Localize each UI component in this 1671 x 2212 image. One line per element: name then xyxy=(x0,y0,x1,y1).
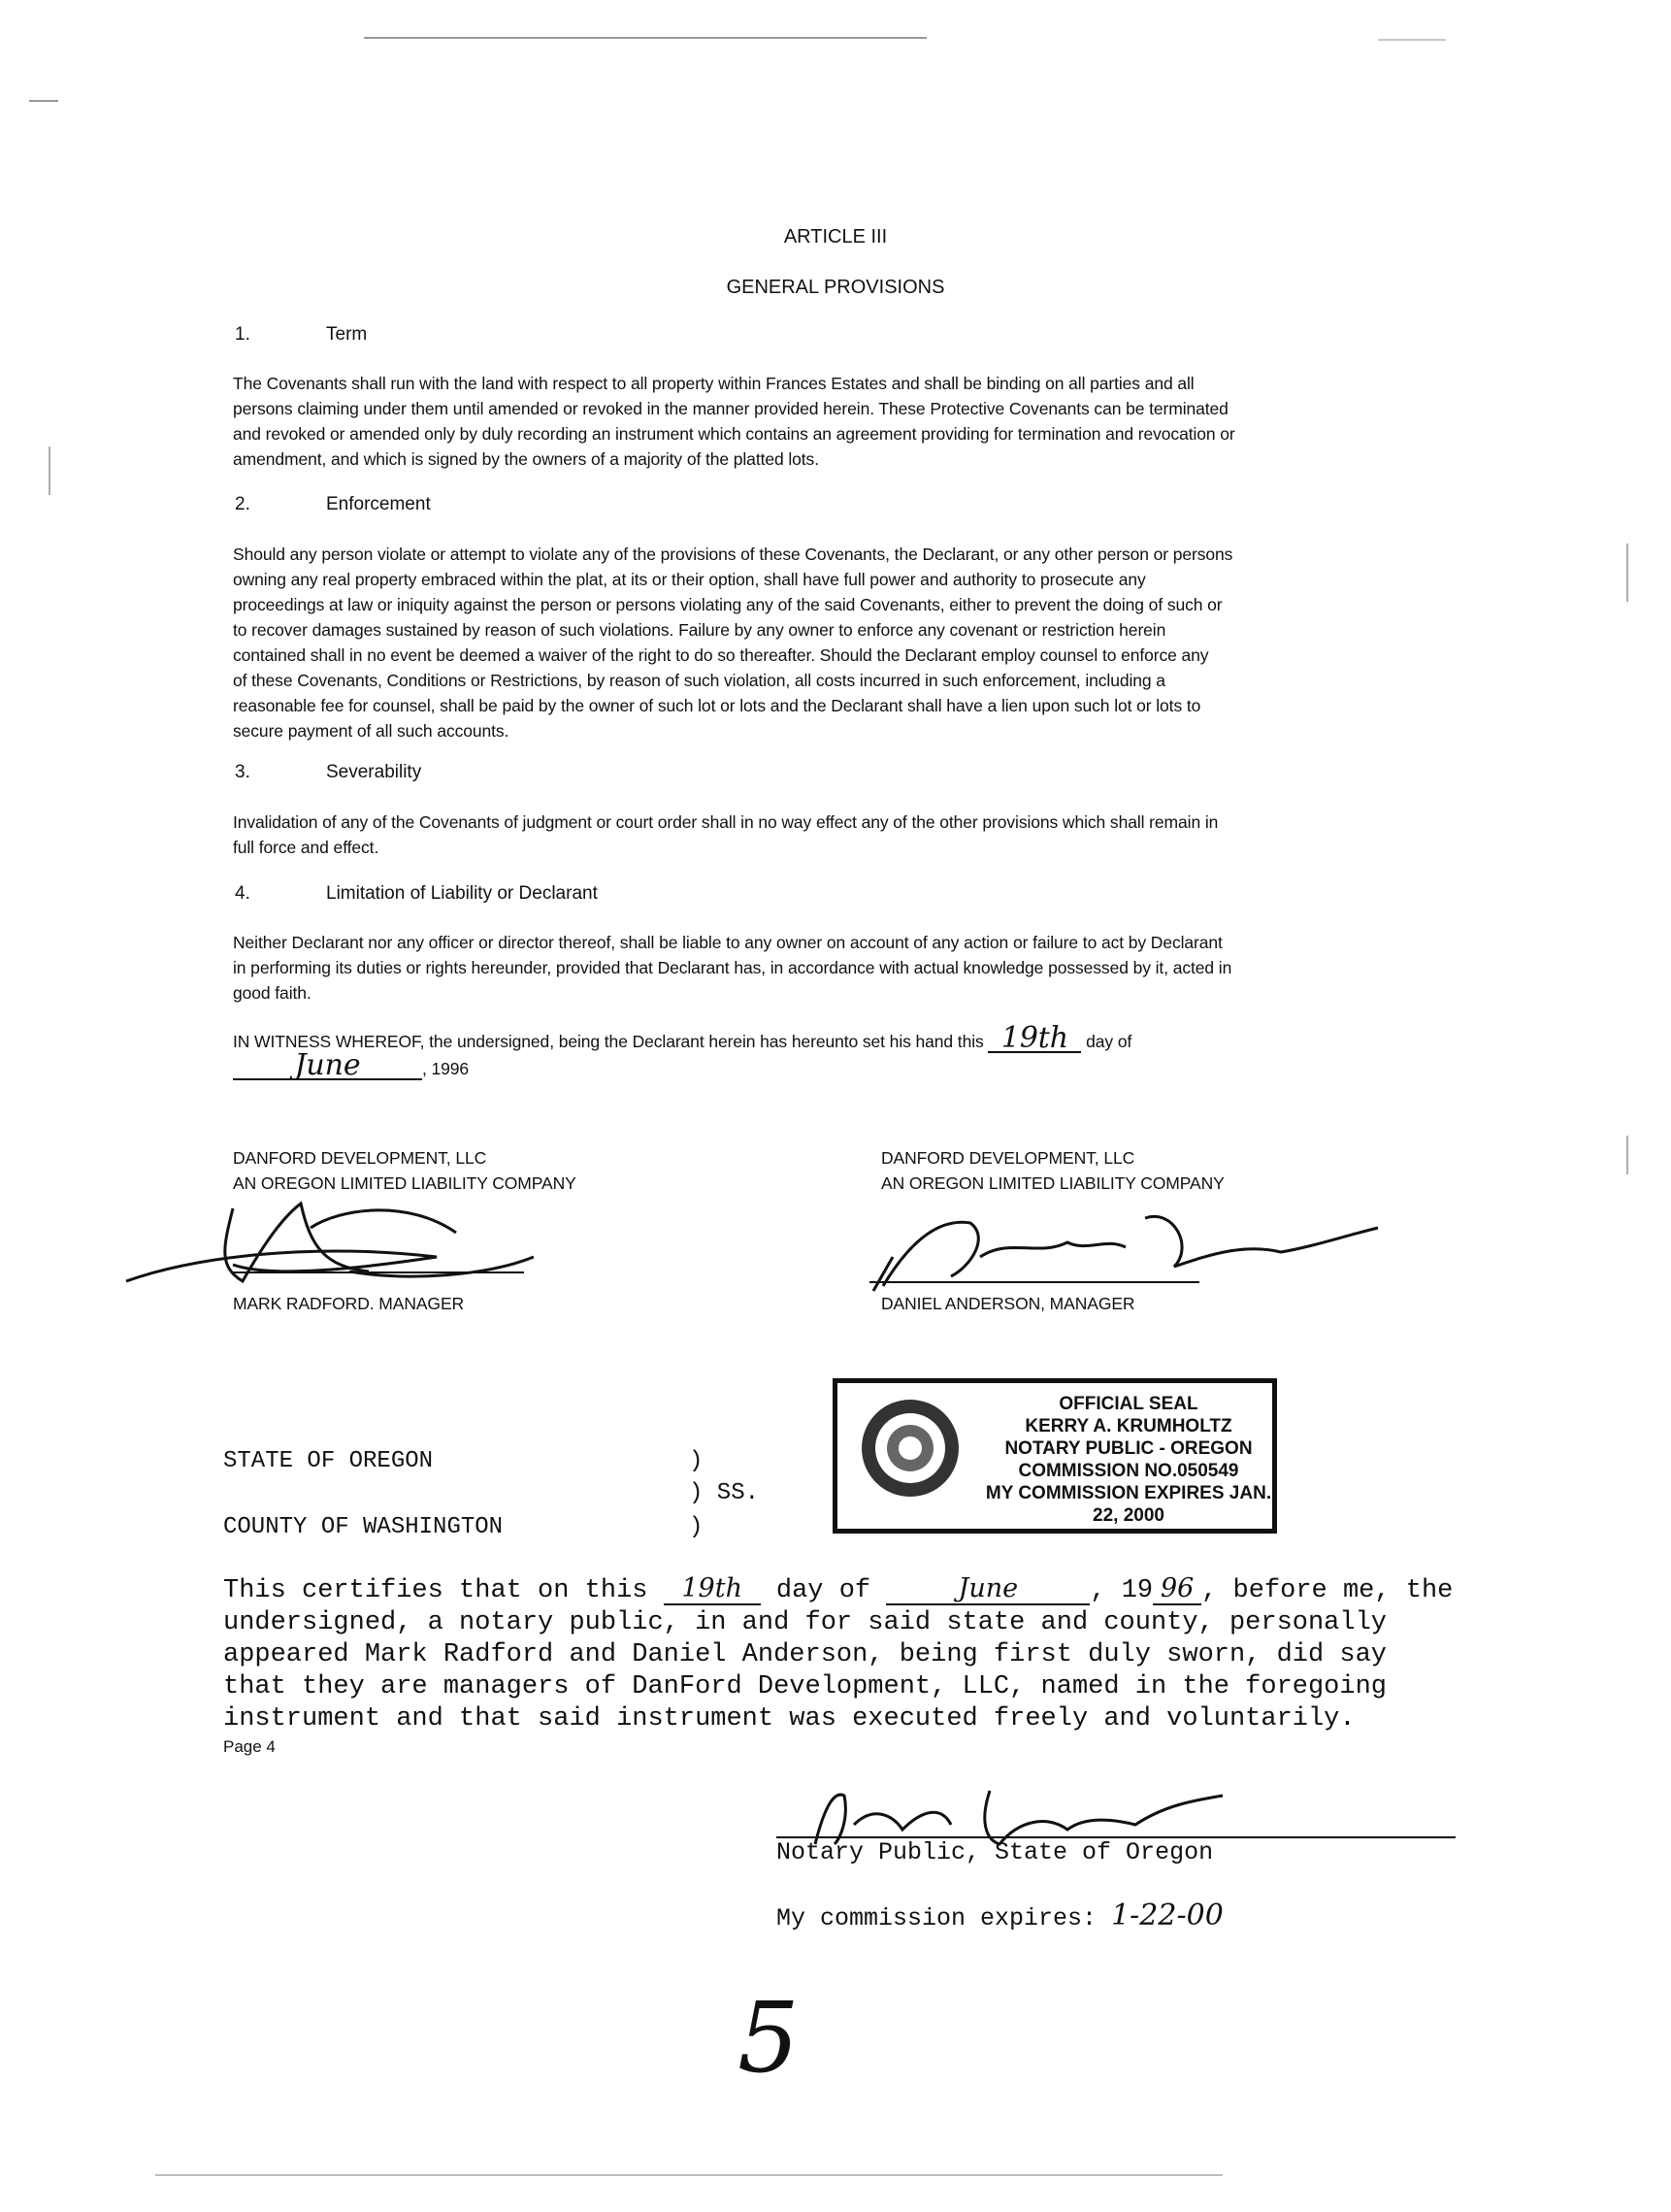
certification-line-1 xyxy=(223,1574,1630,1607)
signatory-right xyxy=(881,1145,1386,1196)
signature-mark-radford xyxy=(116,1189,582,1301)
body-line: full force and effect. xyxy=(233,838,379,857)
venue-paren-3: ) xyxy=(689,1514,704,1540)
venue-paren-1: ) xyxy=(689,1448,704,1474)
witness-day-of: day of xyxy=(1086,1032,1132,1051)
certification-line-5: instrument and that said instrument was executed freely and voluntarily. xyxy=(223,1704,1356,1733)
scan-artifact-left xyxy=(29,100,58,102)
body-line: Neither Declarant nor any officer or director thereof, shall be liable to any owner on account of any action or failure to act by Declarant xyxy=(233,933,1223,952)
cert-text: This certifies that on this xyxy=(223,1576,648,1605)
witness-day-handwritten: 19th xyxy=(988,1026,1081,1053)
witness-year: , 1996 xyxy=(422,1059,470,1078)
cert-day-handwritten: 19th xyxy=(664,1574,761,1605)
section-1-body xyxy=(233,371,1456,472)
signatory-company-type: AN OREGON LIMITED LIABILITY COMPANY xyxy=(233,1173,576,1193)
seal-title: OFFICIAL SEAL xyxy=(1059,1394,1198,1414)
body-line: secure payment of all such accounts. xyxy=(233,721,509,741)
page-label: Page 4 xyxy=(223,1737,276,1756)
signatory-left-name: MARK RADFORD. MANAGER xyxy=(233,1294,465,1313)
margin-mark-right-2 xyxy=(1626,1136,1628,1174)
body-line: contained shall in no event be deemed a waiver of the right to do so thereafter. Should the Declarant employ counsel to enforce any xyxy=(233,645,1209,665)
body-line: proceedings at law or iniquity against the person or persons violating any of the said Covenants, either to prevent the doing of such or xyxy=(233,595,1223,614)
section-2-body xyxy=(233,542,1456,743)
venue-county: COUNTY OF WASHINGTON xyxy=(223,1514,504,1540)
notary-expires-handwritten: 1-22-00 xyxy=(1111,1898,1224,1932)
notary-commission-expires xyxy=(776,1898,1224,1932)
section-4-body xyxy=(233,930,1456,1006)
seal-name: KERRY A. KRUMHOLTZ xyxy=(1025,1416,1232,1436)
venue-state: STATE OF OREGON xyxy=(223,1448,434,1474)
body-line: good faith. xyxy=(233,983,311,1003)
section-3-body xyxy=(233,809,1456,860)
section-1-number: 1. xyxy=(235,324,250,345)
notary-expires-label: My commission expires: xyxy=(776,1904,1098,1932)
section-1-heading: Term xyxy=(326,324,368,345)
seal-text xyxy=(983,1393,1274,1527)
scan-artifact-top xyxy=(364,37,927,39)
seal-commission: COMMISSION NO.050549 xyxy=(1018,1461,1239,1481)
body-line: Invalidation of any of the Covenants of judgment or court order shall in no way effect any of the other provisions which shall remain in xyxy=(233,812,1219,832)
margin-mark-left xyxy=(49,446,50,495)
article-title: GENERAL PROVISIONS xyxy=(726,277,945,298)
section-3-number: 3. xyxy=(235,762,250,782)
body-line: to recover damages sustained by reason of such violations. Failure by any owner to enforce any covenant or restriction herein xyxy=(233,620,1166,640)
signature-line-left xyxy=(233,1271,524,1273)
certification-line-2: undersigned, a notary public, in and for said state and county, personally xyxy=(223,1608,1387,1637)
body-line: owning any real property embraced within the plat, at its or their option, shall have full power and authority to prosecute any xyxy=(233,570,1146,589)
signature-line-right xyxy=(869,1281,1199,1283)
seal-office: NOTARY PUBLIC - OREGON xyxy=(1004,1438,1253,1459)
body-line: in performing its duties or rights hereunder, provided that Declarant has, in accordance with actual knowledge possessed by it, acted in xyxy=(233,958,1232,977)
witness-line xyxy=(233,1021,1494,1055)
body-line: reasonable fee for counsel, shall be paid by the owner of such lot or lots and the Declarant shall have a lien upon such lot or lots to xyxy=(233,696,1201,715)
article-number: ARTICLE III xyxy=(783,226,888,248)
seal-expiry: MY COMMISSION EXPIRES JAN. 22, 2000 xyxy=(985,1483,1272,1526)
witness-date-line xyxy=(233,1048,470,1082)
venue-ss: ) SS. xyxy=(689,1480,760,1506)
section-2-number: 2. xyxy=(235,494,250,514)
notary-label: Notary Public, State of Oregon xyxy=(776,1838,1214,1866)
certification-text xyxy=(223,1574,1630,1735)
body-line: and revoked or amended only by duly recording an instrument which contains an agreement providing for termination and revocation or xyxy=(233,424,1235,444)
body-line: of these Covenants, Conditions or Restrictions, by reason of such violation, all costs incurred in such enforcement, including a xyxy=(233,671,1165,690)
scan-artifact-bottom xyxy=(155,2174,1223,2176)
body-line: The Covenants shall run with the land with respect to all property within Frances Estates and shall be binding on all parties and all xyxy=(233,374,1195,393)
cert-year-handwritten: 96 xyxy=(1153,1574,1201,1605)
body-line: amendment, and which is signed by the owners of a majority of the platted lots. xyxy=(233,449,819,469)
state-seal-emblem xyxy=(857,1395,964,1502)
signatory-company: DANFORD DEVELOPMENT, LLC xyxy=(881,1148,1135,1168)
page-number-handwritten: 5 xyxy=(737,1981,800,2095)
body-line: Should any person violate or attempt to violate any of the provisions of these Covenants, the Declarant, or any other person or persons xyxy=(233,545,1233,564)
cert-day-of: day of xyxy=(775,1576,871,1605)
section-3-heading: Severability xyxy=(326,762,422,782)
witness-text: IN WITNESS WHEREOF, the undersigned, being the Declarant herein has hereunto set his hand this xyxy=(233,1032,984,1051)
signatory-right-name: DANIEL ANDERSON, MANAGER xyxy=(881,1294,1135,1313)
body-line: persons claiming under them until amended or revoked in the manner provided herein. These Protective Covenants can be terminated xyxy=(233,399,1229,418)
certification-line-3: appeared Mark Radford and Daniel Anderson, being first duly sworn, did say xyxy=(223,1640,1387,1669)
witness-month-handwritten: June xyxy=(233,1053,422,1080)
section-4-number: 4. xyxy=(235,883,250,904)
certification-line-4: that they are managers of DanFord Development, LLC, named in the foregoing xyxy=(223,1672,1387,1701)
cert-century: , 19 xyxy=(1090,1576,1154,1605)
notary-seal xyxy=(833,1378,1277,1534)
signatory-company-type: AN OREGON LIMITED LIABILITY COMPANY xyxy=(881,1173,1225,1193)
cert-text-end: , before me, the xyxy=(1201,1576,1454,1605)
section-4-heading: Limitation of Liability or Declarant xyxy=(326,883,598,904)
margin-mark-right xyxy=(1626,544,1628,602)
signatory-company: DANFORD DEVELOPMENT, LLC xyxy=(233,1148,487,1168)
cert-month-handwritten: June xyxy=(886,1574,1090,1605)
scan-artifact-top-right xyxy=(1378,39,1446,41)
section-2-heading: Enforcement xyxy=(326,494,431,514)
